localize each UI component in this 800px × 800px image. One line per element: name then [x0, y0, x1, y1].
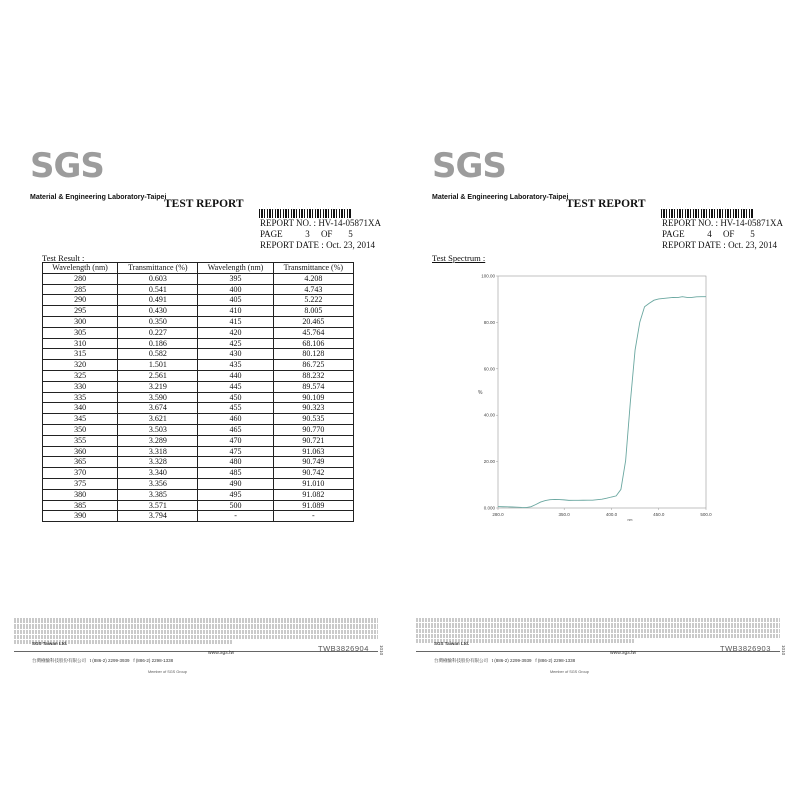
- of-label: OF: [320, 229, 333, 239]
- table-row: [43, 478, 354, 489]
- table-row: [43, 327, 354, 338]
- table-cell: 0.582: [118, 349, 198, 360]
- table-cell: 90.109: [273, 392, 353, 403]
- lab-name: Material & Engineering Laboratory-Taipei: [30, 194, 167, 201]
- table-row: [43, 435, 354, 446]
- table-cell: 4.208: [273, 273, 353, 284]
- y-axis-label: %: [478, 390, 483, 396]
- y-tick-label: 20.00: [483, 459, 495, 465]
- report-no: HV-14-05871XA: [720, 218, 783, 228]
- table-cell: 370: [43, 468, 118, 479]
- table-cell: 0.603: [118, 273, 198, 284]
- table-row: [43, 360, 354, 371]
- x-axis-label: nm: [627, 518, 633, 522]
- table-row: [43, 489, 354, 500]
- table-row: [43, 403, 354, 414]
- table-row: [43, 316, 354, 327]
- report-title: TEST REPORT: [164, 198, 244, 210]
- table-cell: 89.574: [273, 381, 353, 392]
- table-cell: 5.222: [273, 295, 353, 306]
- table-cell: 3.340: [118, 468, 198, 479]
- table-cell: 425: [198, 338, 273, 349]
- table-cell: 335: [43, 392, 118, 403]
- table-header: Transmittance (%): [273, 263, 353, 274]
- x-tick-label: 500.0: [700, 512, 712, 517]
- table-cell: 3.794: [118, 511, 198, 522]
- table-cell: 3.318: [118, 446, 198, 457]
- table-cell: 90.535: [273, 414, 353, 425]
- table-row: [43, 370, 354, 381]
- page-label: PAGE: [260, 229, 283, 239]
- y-tick-label: 0.000: [483, 505, 495, 511]
- table-header-row: [43, 263, 354, 274]
- table-cell: 315: [43, 349, 118, 360]
- table-cell: 495: [198, 489, 273, 500]
- table-cell: 325: [43, 370, 118, 381]
- company-name: [32, 641, 67, 646]
- table-cell: 3.289: [118, 435, 198, 446]
- table-cell: 485: [198, 468, 273, 479]
- table-row: [43, 284, 354, 295]
- table-row: [43, 511, 354, 522]
- table-cell: 475: [198, 446, 273, 457]
- footer-phone: t (886-2) 2299-3939: [89, 658, 130, 663]
- x-tick-label: 350.0: [558, 512, 570, 517]
- y-tick-label: 80.00: [483, 319, 495, 325]
- table-cell: 445: [198, 381, 273, 392]
- table-row: [43, 500, 354, 511]
- of-label: OF: [722, 229, 735, 239]
- footer-contact: [32, 658, 173, 664]
- page-number: 4: [707, 229, 712, 239]
- table-cell: 440: [198, 370, 273, 381]
- table-row: [43, 338, 354, 349]
- member-text: Member of SGS Group: [550, 670, 589, 674]
- company-zh: 台灣檢驗科技股份有限公司: [32, 658, 86, 663]
- report-date-label: REPORT DATE :: [662, 240, 726, 250]
- table-cell: 310: [43, 338, 118, 349]
- table-cell: 280: [43, 273, 118, 284]
- table-cell: 3.674: [118, 403, 198, 414]
- table-header: Transmittance (%): [118, 263, 198, 274]
- table-cell: 395: [198, 273, 273, 284]
- table-cell: 470: [198, 435, 273, 446]
- table-cell: 305: [43, 327, 118, 338]
- table-cell: 435: [198, 360, 273, 371]
- table-cell: 91.082: [273, 489, 353, 500]
- footer-url: www.sgs.tw: [610, 650, 637, 656]
- section-label: Test Result :: [42, 253, 85, 263]
- table-cell: 4.743: [273, 284, 353, 295]
- y-tick-label: 100.00: [481, 273, 495, 279]
- table-cell: 490: [198, 478, 273, 489]
- report-no: HV-14-05871XA: [318, 218, 381, 228]
- report-date: Oct. 23, 2014: [326, 240, 376, 250]
- table-header: Wavelength (nm): [43, 263, 118, 274]
- table-cell: 91.063: [273, 446, 353, 457]
- table-cell: 320: [43, 360, 118, 371]
- x-axis: [492, 508, 712, 517]
- company-name: [434, 641, 469, 646]
- table-cell: 3.621: [118, 414, 198, 425]
- report-date-label: REPORT DATE :: [260, 240, 324, 250]
- table-cell: 380: [43, 489, 118, 500]
- table-cell: 410: [198, 306, 273, 317]
- report-page-3: [12, 140, 384, 678]
- table-cell: 0.350: [118, 316, 198, 327]
- table-cell: 415: [198, 316, 273, 327]
- table-cell: 0.430: [118, 306, 198, 317]
- report-date-line: [662, 240, 777, 250]
- y-tick-label: 40.00: [483, 412, 495, 418]
- lab-name: Material & Engineering Laboratory-Taipei: [432, 194, 569, 201]
- table-cell: 365: [43, 457, 118, 468]
- total-pages: 5: [348, 229, 353, 239]
- table-cell: 90.749: [273, 457, 353, 468]
- table-cell: 68.106: [273, 338, 353, 349]
- section-label: Test Spectrum :: [432, 253, 486, 263]
- spectrum-chart: [470, 268, 716, 530]
- table-cell: 2.561: [118, 370, 198, 381]
- table-row: [43, 468, 354, 479]
- table-cell: 430: [198, 349, 273, 360]
- report-number-line: [662, 218, 783, 228]
- report-title: TEST REPORT: [566, 198, 646, 210]
- table-cell: 0.541: [118, 284, 198, 295]
- table-cell: 390: [43, 511, 118, 522]
- table-cell: 350: [43, 424, 118, 435]
- footer-phone: t (886-2) 2299-3939: [491, 658, 532, 663]
- table-cell: 3.385: [118, 489, 198, 500]
- table-cell: 3.328: [118, 457, 198, 468]
- control-code: TWB3826904: [318, 644, 369, 653]
- table-cell: 90.770: [273, 424, 353, 435]
- page-number: 3: [305, 229, 310, 239]
- side-code: 1010: [781, 645, 786, 656]
- table-header: Wavelength (nm): [198, 263, 273, 274]
- y-tick-label: 60.00: [483, 366, 495, 372]
- table-cell: 0.186: [118, 338, 198, 349]
- table-row: [43, 414, 354, 425]
- table-cell: 0.491: [118, 295, 198, 306]
- footer-fax: f (886-2) 2298-1338: [535, 658, 576, 663]
- table-cell: 88.232: [273, 370, 353, 381]
- table-cell: 3.590: [118, 392, 198, 403]
- legal-disclaimer: [416, 618, 780, 643]
- transmittance-series-line: [498, 297, 706, 508]
- table-cell: 290: [43, 295, 118, 306]
- table-cell: 90.742: [273, 468, 353, 479]
- control-code: TWB3826903: [720, 644, 771, 653]
- total-pages: 5: [750, 229, 755, 239]
- table-cell: 385: [43, 500, 118, 511]
- table-row: [43, 349, 354, 360]
- table-cell: 0.227: [118, 327, 198, 338]
- table-cell: 360: [43, 446, 118, 457]
- table-cell: 330: [43, 381, 118, 392]
- transmittance-table: [42, 262, 354, 522]
- table-cell: 80.128: [273, 349, 353, 360]
- table-cell: 300: [43, 316, 118, 327]
- table-body: [43, 273, 354, 521]
- report-page-4: [414, 140, 786, 678]
- table-cell: 3.219: [118, 381, 198, 392]
- table-cell: 1.501: [118, 360, 198, 371]
- table-cell: 45.764: [273, 327, 353, 338]
- report-date: Oct. 23, 2014: [728, 240, 778, 250]
- barcode-icon: [259, 209, 351, 218]
- table-row: [43, 306, 354, 317]
- table-cell: 3.503: [118, 424, 198, 435]
- table-cell: 465: [198, 424, 273, 435]
- table-row: [43, 381, 354, 392]
- table-cell: 86.725: [273, 360, 353, 371]
- table-cell: 340: [43, 403, 118, 414]
- table-cell: 400: [198, 284, 273, 295]
- table-cell: 295: [43, 306, 118, 317]
- table-row: [43, 457, 354, 468]
- report-no-label: REPORT NO. :: [662, 218, 719, 228]
- table-row: [43, 273, 354, 284]
- company-en: SGS Taiwan Ltd.: [434, 641, 470, 646]
- footer-fax: f (886-2) 2298-1338: [133, 658, 174, 663]
- table-cell: 91.089: [273, 500, 353, 511]
- table-cell: 285: [43, 284, 118, 295]
- footer-divider: [14, 651, 378, 652]
- company-zh: 台灣檢驗科技股份有限公司: [434, 658, 488, 663]
- barcode-icon: [661, 209, 753, 218]
- table-cell: 460: [198, 414, 273, 425]
- member-text: Member of SGS Group: [148, 670, 187, 674]
- company-en: SGS Taiwan Ltd.: [32, 641, 68, 646]
- table-cell: 20.465: [273, 316, 353, 327]
- side-code: 1010: [379, 645, 384, 656]
- legal-disclaimer: [14, 618, 378, 644]
- table-cell: 455: [198, 403, 273, 414]
- table-row: [43, 392, 354, 403]
- page-line: [260, 229, 353, 239]
- footer-contact: [434, 658, 575, 664]
- sgs-logo: SGS: [30, 146, 104, 186]
- table-row: [43, 446, 354, 457]
- report-no-label: REPORT NO. :: [260, 218, 317, 228]
- x-tick-label: 280.0: [492, 512, 504, 517]
- footer-url: www.sgs.tw: [208, 650, 235, 656]
- table-cell: 480: [198, 457, 273, 468]
- plot-frame: [498, 276, 706, 508]
- page-label: PAGE: [662, 229, 685, 239]
- table-cell: 91.010: [273, 478, 353, 489]
- footer-divider: [416, 651, 780, 652]
- table-cell: -: [273, 511, 353, 522]
- table-cell: 355: [43, 435, 118, 446]
- table-cell: -: [198, 511, 273, 522]
- sgs-logo: SGS: [432, 146, 506, 186]
- table-cell: 375: [43, 478, 118, 489]
- x-tick-label: 400.0: [605, 512, 618, 517]
- report-date-line: [260, 240, 375, 250]
- table-cell: 3.356: [118, 478, 198, 489]
- x-tick-label: 450.0: [653, 512, 665, 517]
- table-cell: 90.721: [273, 435, 353, 446]
- report-number-line: [260, 218, 381, 228]
- table-cell: 3.571: [118, 500, 198, 511]
- table-cell: 420: [198, 327, 273, 338]
- table-row: [43, 295, 354, 306]
- y-axis: [481, 274, 498, 511]
- page-line: [662, 229, 755, 239]
- table-cell: 345: [43, 414, 118, 425]
- table-cell: 8.005: [273, 306, 353, 317]
- table-cell: 500: [198, 500, 273, 511]
- table-cell: 90.323: [273, 403, 353, 414]
- table-cell: 405: [198, 295, 273, 306]
- table-cell: 450: [198, 392, 273, 403]
- table-row: [43, 424, 354, 435]
